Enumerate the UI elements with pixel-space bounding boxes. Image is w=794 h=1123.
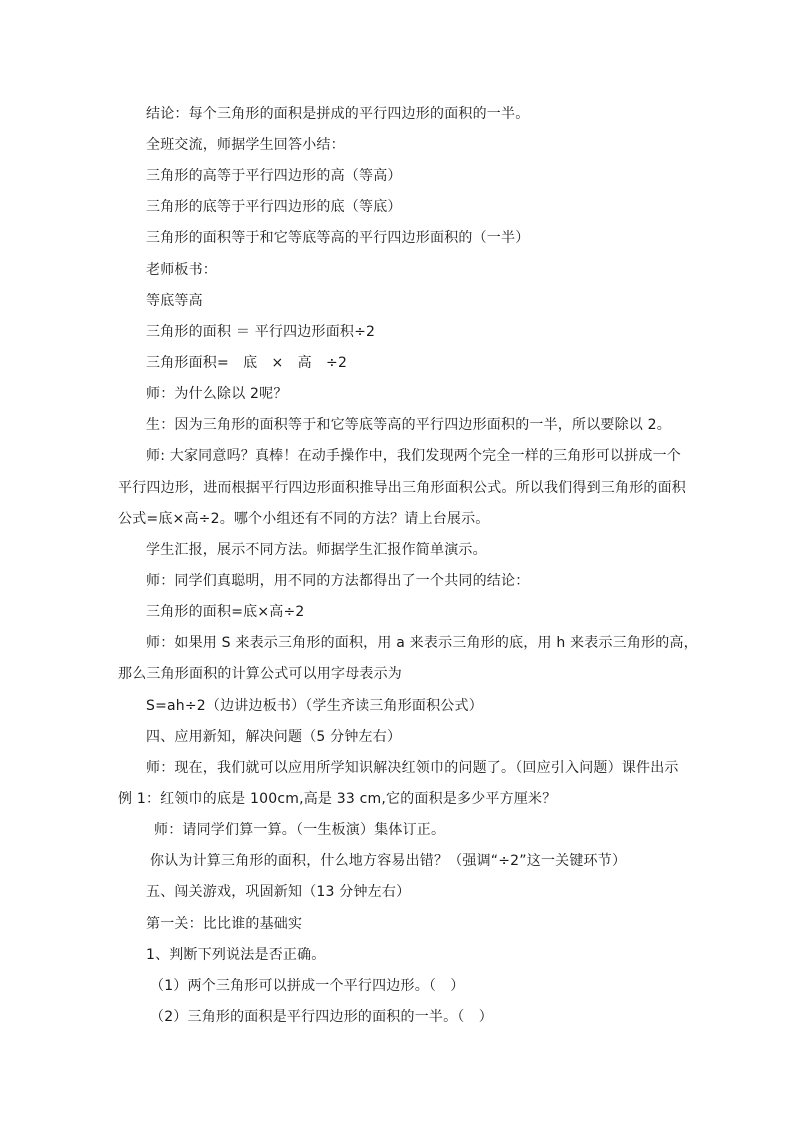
text-line: 师：为什么除以 2呢？ <box>146 386 288 402</box>
text-line: 学生汇报，展示不同方法。师据学生汇报作简单演示。 <box>146 542 487 558</box>
text-line: 1、判断下列说法是否正确。 <box>146 947 326 963</box>
text-line: 你认为计算三角形的面积，什么地方容易出错？（强调“÷2”这一关键环节） <box>150 853 627 869</box>
text-line: 师：请同学们算一算。（一生板演）集体订正。 <box>154 822 446 838</box>
text-line: 师：如果用 S 来表示三角形的面积，用 a 来表示三角形的底，用 h 来表示三角形的高， <box>146 635 698 651</box>
text-line: 三角形面积= 底 × 高 ÷2 <box>146 355 348 371</box>
text-line: S=ah÷2（边讲边板书）（学生齐读三角形面积公式） <box>146 698 483 714</box>
text-line: 生：因为三角形的面积等于和它等底等高的平行四边形面积的一半，所以要除以 2。 <box>146 417 671 433</box>
text-line: 等底等高 <box>146 293 203 309</box>
text-line: 师：同学们真聪明，用不同的方法都得出了一个共同的结论： <box>146 573 530 589</box>
text-line: 结论：每个三角形的面积是拼成的平行四边形的面积的一半。 <box>146 106 530 122</box>
text-line: 第一关：比比谁的基础实 <box>146 916 303 932</box>
text-line: 师: 大家同意吗？真棒！在动手操作中，我们发现两个完全一样的三角形可以拼成一个 <box>146 448 681 464</box>
section-heading: 五、闯关游戏，巩固新知（13 分钟左右） <box>146 884 411 900</box>
text-line: 全班交流，师据学生回答小结： <box>146 137 345 153</box>
text-line: 三角形的面积等于和它等底等高的平行四边形面积的（一半） <box>146 230 530 246</box>
text-line: 平行四边形，进而根据平行四边形面积推导出三角形面积公式。所以我们得到三角形的面积 <box>118 480 686 496</box>
text-line: 例 1：红领巾的底是 100cm,高是 33 cm,它的面积是多少平方厘米？ <box>118 791 557 807</box>
text-line: 老师板书： <box>146 262 217 278</box>
text-line: （1）两个三角形可以拼成一个平行四边形。（ ） <box>150 978 465 994</box>
text-line: 师：现在，我们就可以应用所学知识解决红领巾的问题了。（回应引入问题）课件出示 <box>146 760 679 776</box>
text-line: 公式=底×高÷2。哪个小组还有不同的方法？请上台展示。 <box>118 511 490 527</box>
text-line: 三角形的高等于平行四边形的高（等高） <box>146 168 402 184</box>
text-line: 三角形的面积 ＝ 平行四边形面积÷2 <box>146 324 376 340</box>
text-line: 三角形的底等于平行四边形的底（等底） <box>146 199 402 215</box>
text-line: （2）三角形的面积是平行四边形的面积的一半。（ ） <box>150 1009 493 1025</box>
text-line: 那么三角形面积的计算公式可以用字母表示为 <box>118 666 402 682</box>
text-line: 三角形的面积=底×高÷2 <box>146 604 305 620</box>
section-heading: 四、应用新知，解决问题（5 分钟左右） <box>146 729 402 745</box>
